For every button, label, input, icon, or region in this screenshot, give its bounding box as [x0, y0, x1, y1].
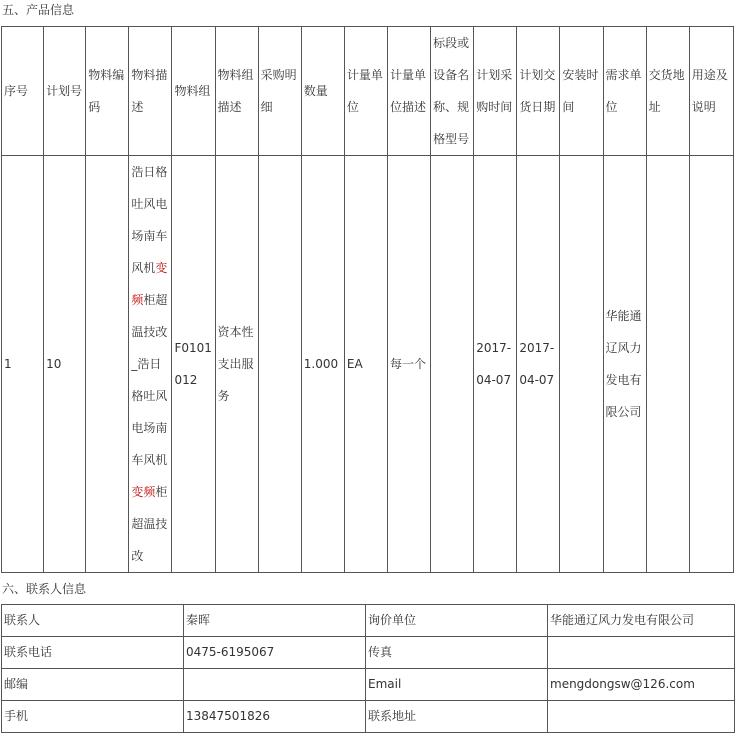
header-cell: 序号 [2, 27, 44, 156]
plan-purchase-time-cell: 2017-04-07 [474, 156, 517, 573]
delivery-address-cell [646, 156, 689, 573]
header-cell: 数量 [301, 27, 344, 156]
table-row [2, 156, 734, 573]
contact-value [184, 669, 366, 701]
plan-no-cell: 10 [44, 156, 86, 573]
header-cell: 物料编码 [86, 27, 129, 156]
contact-value: mengdongsw@126.com [548, 669, 735, 701]
contact-value [548, 637, 735, 669]
seq-cell: 1 [2, 156, 44, 573]
header-cell: 计划采购时间 [474, 27, 517, 156]
header-cell: 计划号 [44, 27, 86, 156]
contact-value: 秦晖 [184, 605, 366, 637]
product-table [1, 26, 734, 573]
purpose-cell [689, 156, 733, 573]
header-cell: 计划交货日期 [517, 27, 560, 156]
material-group-cell: F0101012 [172, 156, 215, 573]
demand-unit-cell: 华能通辽风力发电有限公司 [603, 156, 646, 573]
material-code-cell [86, 156, 129, 573]
table-row [2, 669, 735, 701]
material-group-desc-cell: 资本性支出服务 [215, 156, 258, 573]
contact-label: 询价单位 [366, 605, 548, 637]
product-section-title: 五、产品信息 [2, 3, 75, 17]
lot-name-cell [431, 156, 474, 573]
highlight-term: 变频 [131, 485, 156, 499]
material-desc-cell [129, 156, 172, 573]
header-cell: 物料组描述 [215, 27, 258, 156]
header-cell: 用途及说明 [689, 27, 733, 156]
purchase-detail-cell [258, 156, 301, 573]
table-row [2, 637, 735, 669]
highlight-term: 变频 [131, 261, 168, 307]
header-cell: 计量单位描述 [387, 27, 430, 156]
unit-desc-cell: 每一个 [387, 156, 430, 573]
contact-label: 传真 [366, 637, 548, 669]
contact-label: 手机 [2, 701, 184, 733]
install-time-cell [560, 156, 603, 573]
contact-label: Email [366, 669, 548, 701]
header-cell: 安装时间 [560, 27, 603, 156]
header-cell: 需求单位 [603, 27, 646, 156]
contact-label: 联系人 [2, 605, 184, 637]
header-cell: 物料组 [172, 27, 215, 156]
contact-value: 华能通辽风力发电有限公司 [548, 605, 735, 637]
unit-cell: EA [344, 156, 387, 573]
contact-table [1, 604, 735, 733]
contact-label: 联系地址 [366, 701, 548, 733]
contact-value: 0475-6195067 [184, 637, 366, 669]
header-cell: 计量单位 [344, 27, 387, 156]
table-header-row [2, 27, 734, 156]
contact-value [548, 701, 735, 733]
plan-delivery-date-cell: 2017-04-07 [517, 156, 560, 573]
quantity-cell: 1.000 [301, 156, 344, 573]
header-cell: 采购明细 [258, 27, 301, 156]
header-cell: 交货地址 [646, 27, 689, 156]
material-desc-text: 柜超温技改 [131, 485, 168, 563]
table-row [2, 605, 735, 637]
material-desc-text: 浩日格吐风电场南车风机 [131, 165, 168, 275]
contact-label: 联系电话 [2, 637, 184, 669]
contact-section-title: 六、联系人信息 [2, 582, 87, 596]
contact-label: 邮编 [2, 669, 184, 701]
material-desc-text: 柜超温技改_浩日格吐风电场南车风机 [131, 293, 168, 467]
header-cell: 标段或设备名称、规格型号 [431, 27, 474, 156]
contact-value: 13847501826 [184, 701, 366, 733]
table-row [2, 701, 735, 733]
header-cell: 物料描述 [129, 27, 172, 156]
